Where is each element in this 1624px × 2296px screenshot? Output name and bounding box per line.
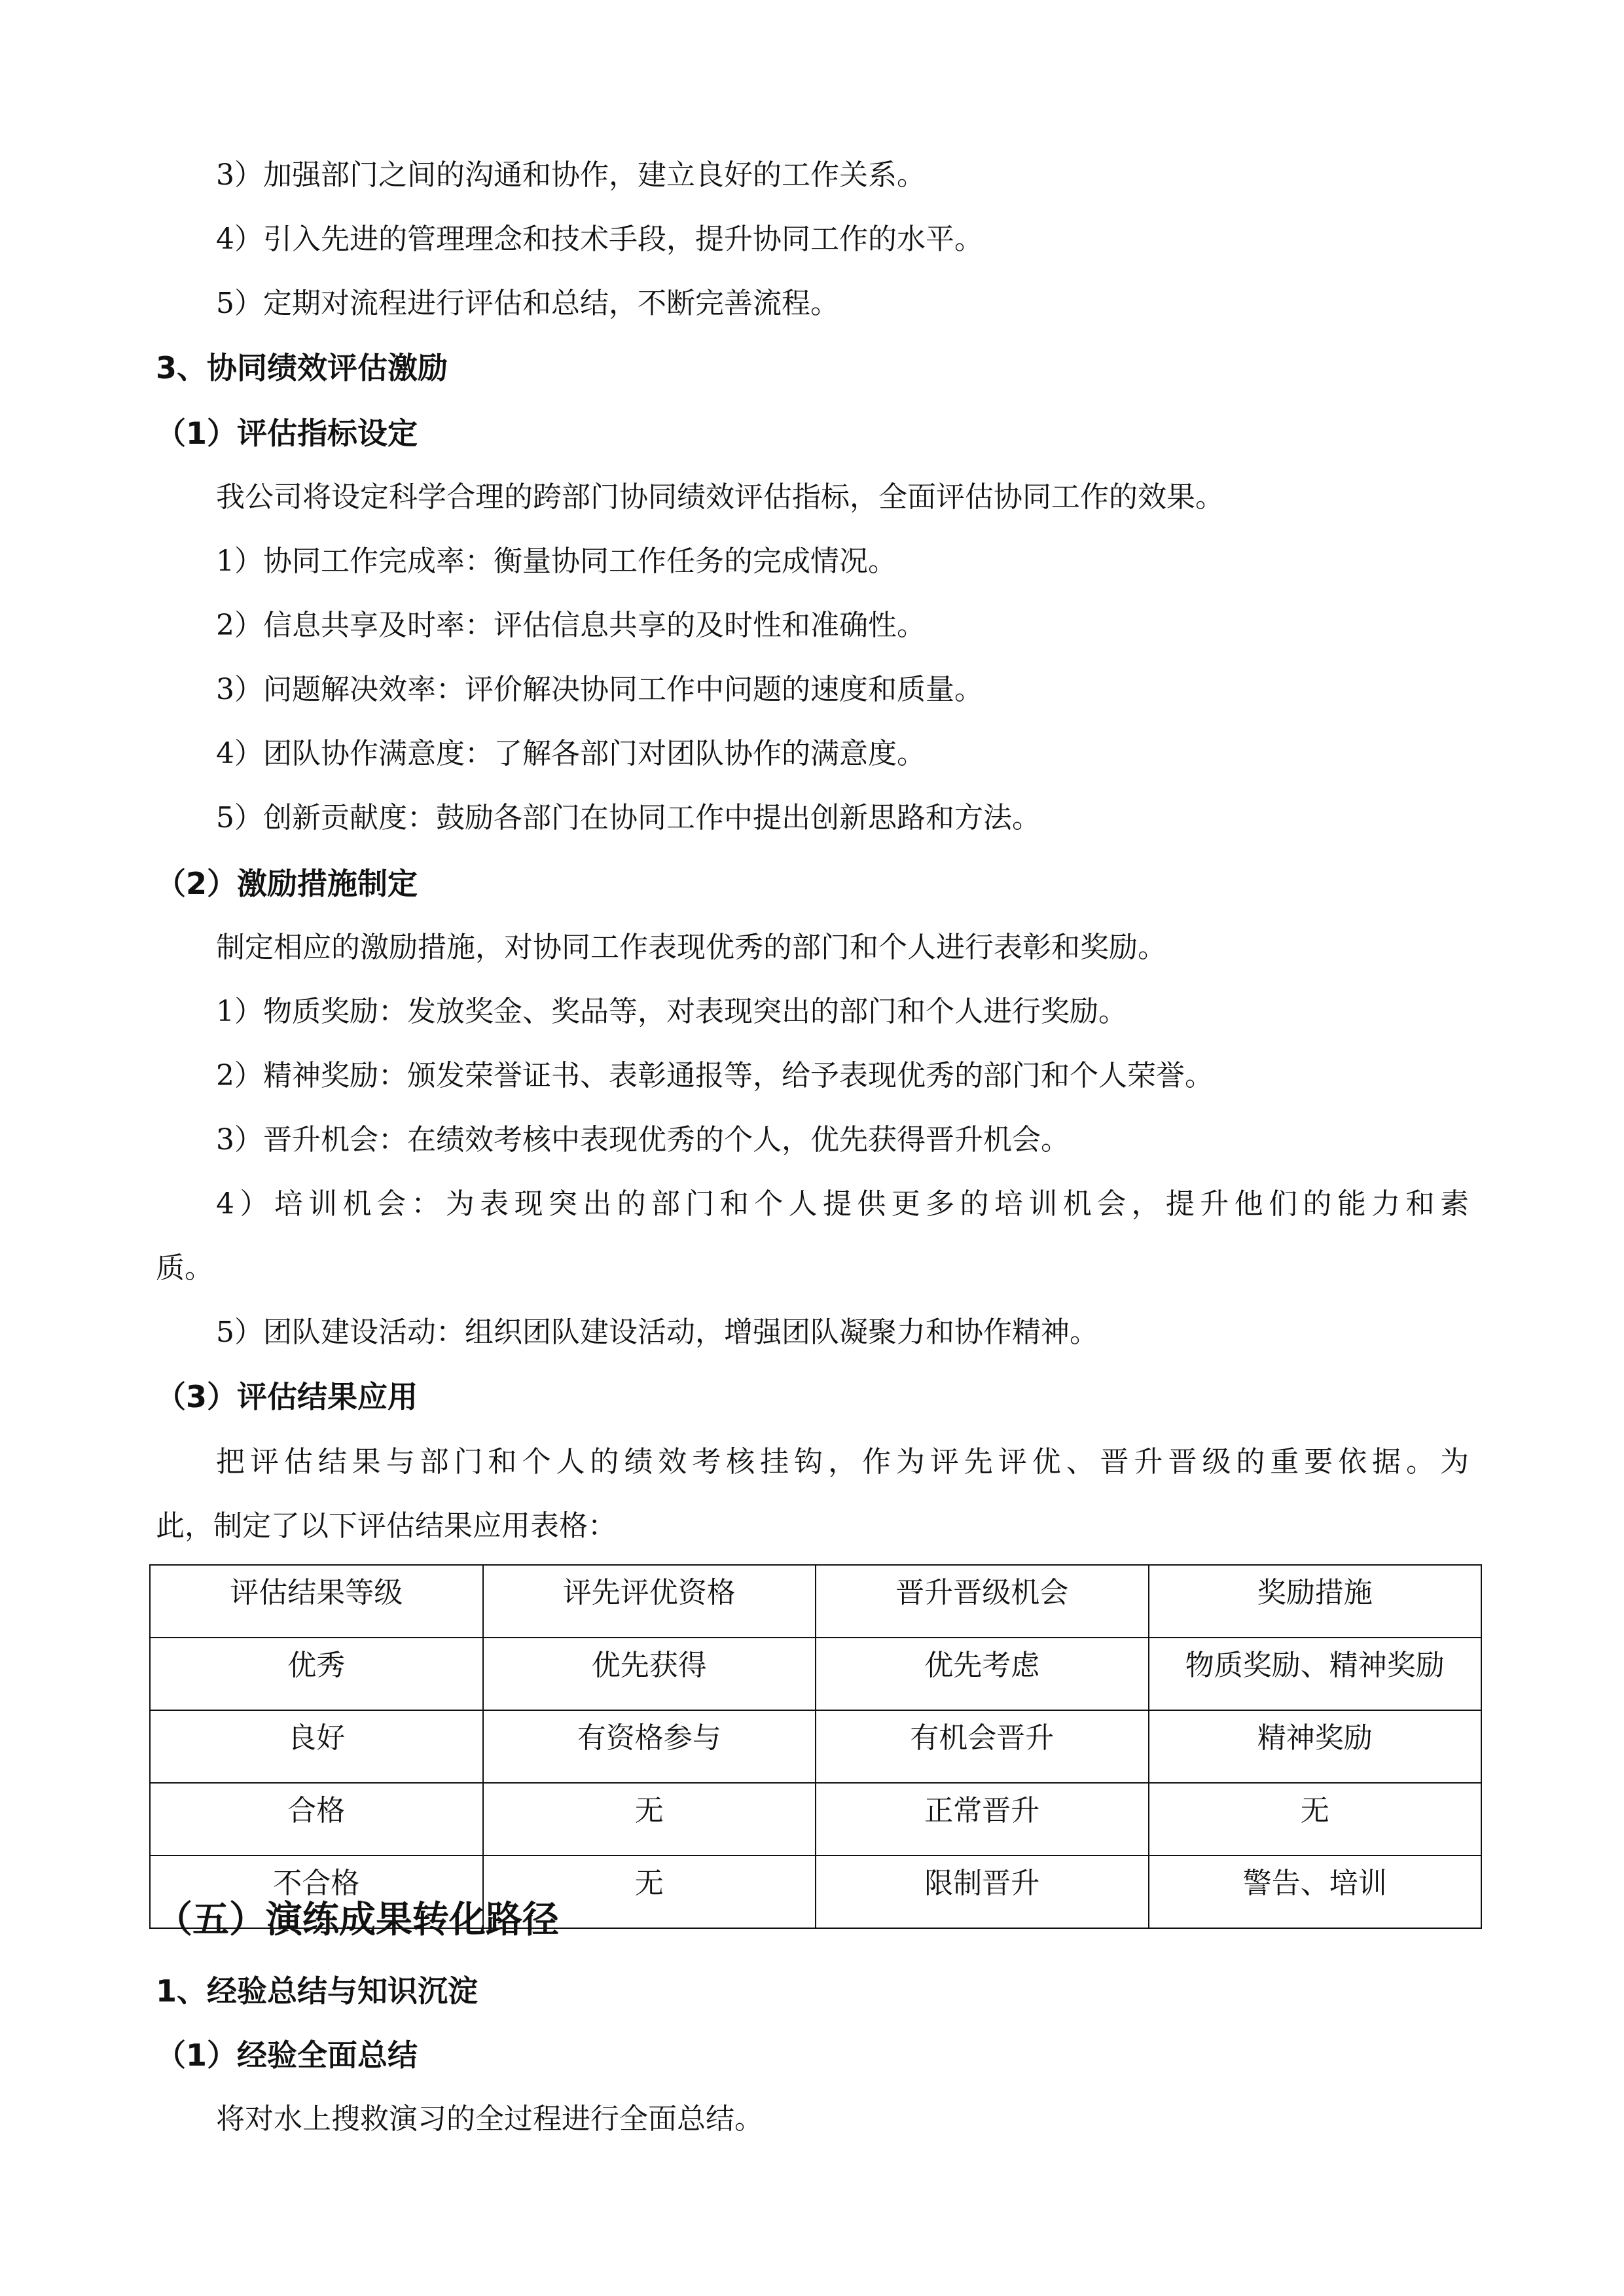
table-cell: 优先考虑	[816, 1638, 1149, 1710]
section-heading: 1、经验总结与知识沉淀	[156, 1973, 478, 2009]
list-item-continuation: 质。	[156, 1251, 213, 1285]
section-heading: 3、协同绩效评估激励	[156, 350, 448, 386]
paragraph: 我公司将设定科学合理的跨部门协同绩效评估指标，全面评估协同工作的效果。	[216, 480, 1224, 514]
table-cell: 限制晋升	[816, 1856, 1149, 1928]
list-item: 3）晋升机会：在绩效考核中表现优秀的个人，优先获得晋升机会。	[216, 1123, 1070, 1157]
evaluation-results-table	[149, 1564, 1482, 1929]
table-cell: 不合格	[150, 1856, 483, 1928]
table-cell: 正常晋升	[816, 1783, 1149, 1856]
table-cell: 警告、培训	[1149, 1856, 1482, 1928]
list-item: 5）定期对流程进行评估和总结，不断完善流程。	[216, 287, 839, 320]
list-item: 2）信息共享及时率：评估信息共享的及时性和准确性。	[216, 609, 926, 642]
paragraph: 把评估结果与部门和个人的绩效考核挂钩，作为评先评优、晋升晋级的重要依据。为	[216, 1445, 1469, 1479]
table-cell: 物质奖励、精神奖励	[1149, 1638, 1482, 1710]
table-cell: 有资格参与	[483, 1710, 816, 1783]
chapter-heading: （五）演练成果转化路径	[156, 1899, 559, 1941]
table-row	[150, 1783, 1481, 1856]
list-item: 3）加强部门之间的沟通和协作，建立良好的工作关系。	[216, 158, 926, 192]
subsection-heading: （2）激励措施制定	[156, 866, 418, 901]
table-cell: 优秀	[150, 1638, 483, 1710]
list-item: 2）精神奖励：颁发荣誉证书、表彰通报等，给予表现优秀的部门和个人荣誉。	[216, 1059, 1214, 1092]
table-header-row	[150, 1565, 1481, 1638]
table-cell: 优先获得	[483, 1638, 816, 1710]
table-row	[150, 1638, 1481, 1710]
paragraph: 将对水上搜救演习的全过程进行全面总结。	[216, 2102, 763, 2136]
table-cell: 良好	[150, 1710, 483, 1783]
list-item: 3）问题解决效率：评价解决协同工作中问题的速度和质量。	[216, 673, 983, 706]
table-row	[150, 1710, 1481, 1783]
table-cell: 合格	[150, 1783, 483, 1856]
table-cell: 无	[1149, 1783, 1482, 1856]
subsection-heading: （1）经验全面总结	[156, 2037, 418, 2073]
subsection-heading: （1）评估指标设定	[156, 416, 418, 451]
subsection-heading: （3）评估结果应用	[156, 1379, 418, 1414]
list-item: 4）团队协作满意度：了解各部门对团队协作的满意度。	[216, 737, 926, 770]
list-item: 4）培训机会：为表现突出的部门和个人提供更多的培训机会，提升他们的能力和素	[216, 1187, 1469, 1221]
list-item: 1）物质奖励：发放奖金、奖品等，对表现突出的部门和个人进行奖励。	[216, 995, 1127, 1028]
table-header-cell: 晋升晋级机会	[816, 1565, 1149, 1638]
list-item: 1）协同工作完成率：衡量协同工作任务的完成情况。	[216, 545, 897, 578]
list-item: 5）创新贡献度：鼓励各部门在协同工作中提出创新思路和方法。	[216, 801, 1041, 834]
table-cell: 精神奖励	[1149, 1710, 1482, 1783]
list-item: 4）引入先进的管理理念和技术手段，提升协同工作的水平。	[216, 223, 983, 256]
table-cell: 有机会晋升	[816, 1710, 1149, 1783]
table-header-cell: 评先评优资格	[483, 1565, 816, 1638]
table-cell: 无	[483, 1783, 816, 1856]
paragraph-continuation: 此，制定了以下评估结果应用表格：	[156, 1509, 617, 1543]
table-header-cell: 评估结果等级	[150, 1565, 483, 1638]
list-item: 5）团队建设活动：组织团队建设活动，增强团队凝聚力和协作精神。	[216, 1316, 1098, 1349]
table-cell: 无	[483, 1856, 816, 1928]
table-header-cell: 奖励措施	[1149, 1565, 1482, 1638]
paragraph: 制定相应的激励措施，对协同工作表现优秀的部门和个人进行表彰和奖励。	[216, 931, 1166, 964]
